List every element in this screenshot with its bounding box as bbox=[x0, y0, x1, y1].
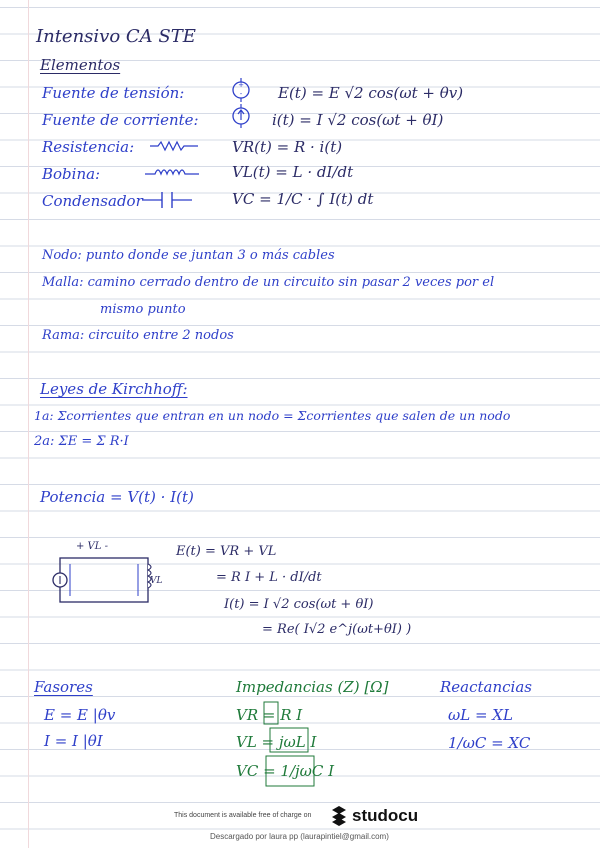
circuit-equation-2: = R I + L · dI/dt bbox=[216, 570, 322, 585]
svg-text:+: + bbox=[238, 81, 244, 89]
fasor-voltage: E = E |θv bbox=[44, 706, 116, 724]
elements-heading: Elementos bbox=[40, 56, 121, 74]
reactance-capacitive: 1/ωC = XC bbox=[448, 734, 531, 752]
voltage-source-icon bbox=[232, 78, 254, 102]
circuit-vl-top-label: + VL - bbox=[76, 541, 108, 552]
page-title: Intensivo CA STE bbox=[36, 26, 196, 47]
impedance-capacitor: VC = 1/jωC I bbox=[236, 762, 335, 780]
footer-available-text: This document is available free of charge on bbox=[174, 812, 312, 819]
svg-text:-: - bbox=[239, 90, 243, 98]
definition-malla-cont: mismo punto bbox=[100, 302, 186, 317]
definition-nodo: Nodo: punto donde se juntan 3 o más cables bbox=[42, 248, 335, 263]
definition-rama: Rama: circuito entre 2 nodos bbox=[42, 328, 234, 343]
circuit-equation-3: I(t) = I √2 cos(ωt + θI) bbox=[224, 597, 374, 612]
reactancias-heading: Reactancias bbox=[440, 678, 532, 696]
margin-line bbox=[28, 0, 29, 848]
definition-malla: Malla: camino cerrado dentro de un circuito sin pasar 2 veces por el bbox=[42, 275, 495, 290]
element-label: Bobina: bbox=[42, 165, 101, 183]
element-formula: VC = 1/C · ∫ I(t) dt bbox=[232, 190, 374, 208]
inductor-icon bbox=[145, 166, 201, 178]
resistor-icon bbox=[150, 140, 200, 152]
reactance-inductive: ωL = XL bbox=[448, 706, 513, 724]
kirchhoff-law-2: 2a: ΣE = Σ R·I bbox=[34, 434, 129, 449]
element-label: Fuente de corriente: bbox=[42, 111, 199, 129]
element-label: Resistencia: bbox=[42, 138, 135, 156]
element-formula: E(t) = E √2 cos(ωt + θv) bbox=[278, 84, 464, 102]
fasores-heading: Fasores bbox=[34, 678, 93, 696]
studocu-brand[interactable]: studocu bbox=[352, 806, 419, 825]
capacitor-icon bbox=[142, 190, 194, 208]
impedance-inductor: VL = jωL I bbox=[236, 733, 317, 751]
footer-downloaded-text: Descargado por laura pp (laurapintiel@gmail.com) bbox=[210, 832, 389, 841]
element-formula: VR(t) = R · i(t) bbox=[232, 138, 343, 156]
impedance-boxes bbox=[258, 702, 338, 788]
element-label: Condensador bbox=[42, 192, 143, 210]
circuit-equation-1: E(t) = VR + VL bbox=[176, 544, 277, 559]
current-source-icon bbox=[232, 104, 254, 128]
element-formula: VL(t) = L · dI/dt bbox=[232, 163, 354, 181]
fasor-current: I = I |θI bbox=[44, 732, 103, 750]
circuit-vl-side-label: VL bbox=[150, 576, 163, 586]
kirchhoff-heading: Leyes de Kirchhoff: bbox=[40, 380, 188, 398]
studocu-logo-icon bbox=[330, 806, 348, 826]
circuit-equation-4: = Re( I√2 e^j(ωt+θI) ) bbox=[262, 622, 412, 637]
impedance-resistor: VR = R I bbox=[236, 706, 303, 724]
element-label: Fuente de tensión: bbox=[42, 84, 185, 102]
element-formula: i(t) = I √2 cos(ωt + θI) bbox=[272, 111, 444, 129]
potencia-formula: Potencia = V(t) · I(t) bbox=[40, 488, 194, 506]
kirchhoff-law-1: 1a: Σcorrientes que entran en un nodo = Σcorrientes que salen de un nodo bbox=[34, 408, 511, 423]
impedancias-heading: Impedancias (Z) [Ω] bbox=[236, 678, 389, 696]
